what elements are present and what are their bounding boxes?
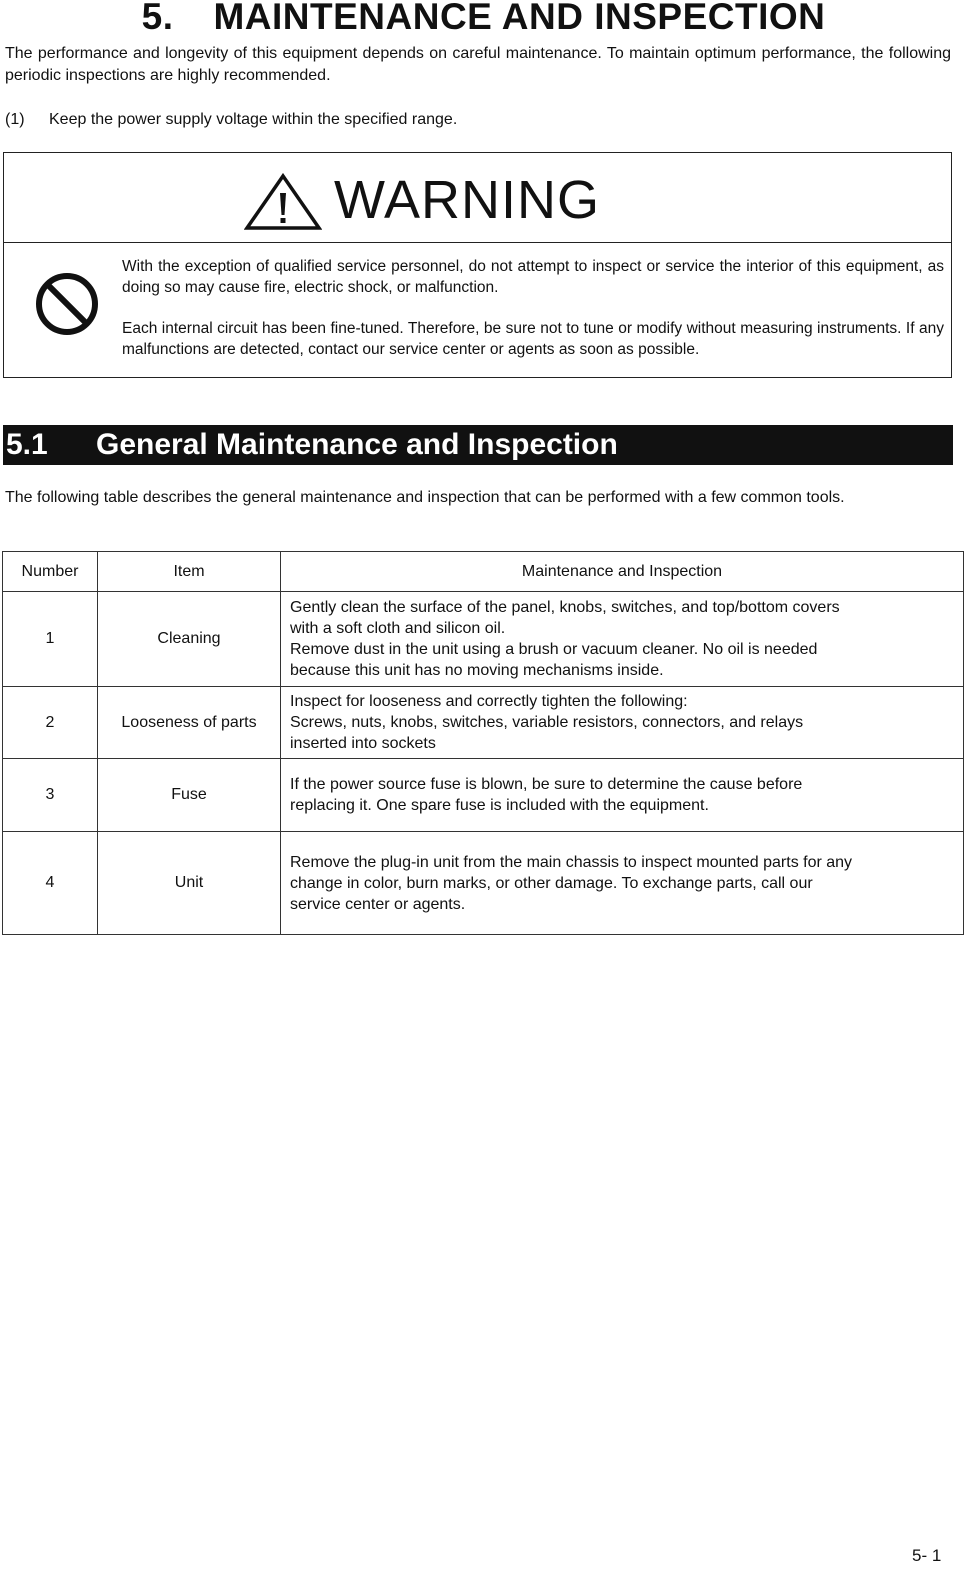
warning-paragraph: With the exception of qualified service personnel, do not attempt to inspect or service the interior of this equipment, as doing so may cause fire, electric shock, or malfunction. — [122, 258, 944, 296]
row-item: Looseness of parts — [98, 687, 281, 759]
description-line: Inspect for looseness and correctly tighten the following: — [290, 693, 688, 710]
description-line: service center or agents. — [290, 895, 466, 913]
section-number: 5.1 — [6, 428, 48, 461]
description-line: Screws, nuts, knobs, switches, variable resistors, connectors, and relays — [290, 714, 804, 731]
description-line: Remove dust in the unit using a brush or vacuum cleaner. No oil is needed — [290, 641, 818, 658]
list-item-index: (1) — [5, 111, 25, 128]
description-line: Gently clean the surface of the panel, knobs, switches, and top/bottom covers — [290, 599, 840, 616]
warning-triangle-icon — [244, 173, 322, 231]
section-title: General Maintenance and Inspection — [96, 428, 618, 461]
chapter-title — [0, 0, 967, 38]
intro-paragraph: The performance and longevity of this equipment depends on careful maintenance. To maintain optimum performance, the following periodic inspections are highly recommended. — [5, 45, 951, 84]
warning-paragraph: Each internal circuit has been fine-tuned. Therefore, be sure not to tune or modify without measuring instruments. If any malfunctions are detected, contact our service center or agents as soon as possible. — [122, 320, 944, 358]
row-description — [281, 832, 964, 935]
header-maintenance: Maintenance and Inspection — [281, 552, 964, 592]
table-row — [3, 759, 964, 832]
row-item: Fuse — [98, 759, 281, 832]
description-line: with a soft cloth and silicon oil. — [290, 620, 506, 637]
description-line: because this unit has no moving mechanisms inside. — [290, 662, 664, 679]
header-item: Item — [98, 552, 281, 592]
row-description — [281, 592, 964, 687]
chapter-number: 5. — [141, 0, 174, 37]
table-row — [3, 687, 964, 759]
list-item — [5, 109, 457, 131]
table-row — [3, 592, 964, 687]
chapter-title-text: MAINTENANCE AND INSPECTION — [213, 0, 826, 37]
table-header-row — [3, 552, 964, 592]
warning-body — [122, 256, 944, 380]
row-number: 3 — [3, 759, 98, 832]
description-line: If the power source fuse is blown, be sure to determine the cause before — [290, 776, 803, 793]
maintenance-table — [2, 551, 964, 935]
page-number: 5- 1 — [912, 1546, 942, 1565]
description-line: replacing it. One spare fuse is included with the equipment. — [290, 797, 709, 814]
row-description — [281, 687, 964, 759]
row-number: 2 — [3, 687, 98, 759]
row-description — [281, 759, 964, 832]
list-item-text: Keep the power supply voltage within the specified range. — [49, 111, 458, 128]
row-number: 1 — [3, 592, 98, 687]
row-number: 4 — [3, 832, 98, 935]
row-item: Cleaning — [98, 592, 281, 687]
description-line: Remove the plug-in unit from the main chassis to inspect mounted parts for any — [290, 853, 853, 871]
table-intro: The following table describes the general maintenance and inspection that can be performed with a few common tools. — [5, 489, 845, 506]
warning-box — [3, 152, 952, 378]
prohibition-icon — [34, 271, 100, 337]
warning-title: WARNING — [334, 170, 600, 230]
row-item: Unit — [98, 832, 281, 935]
table-row — [3, 832, 964, 935]
description-line: inserted into sockets — [290, 735, 436, 752]
description-line: change in color, burn marks, or other damage. To exchange parts, call our — [290, 874, 813, 892]
warning-header — [4, 153, 951, 243]
section-heading — [3, 425, 953, 465]
header-number: Number — [3, 552, 98, 592]
